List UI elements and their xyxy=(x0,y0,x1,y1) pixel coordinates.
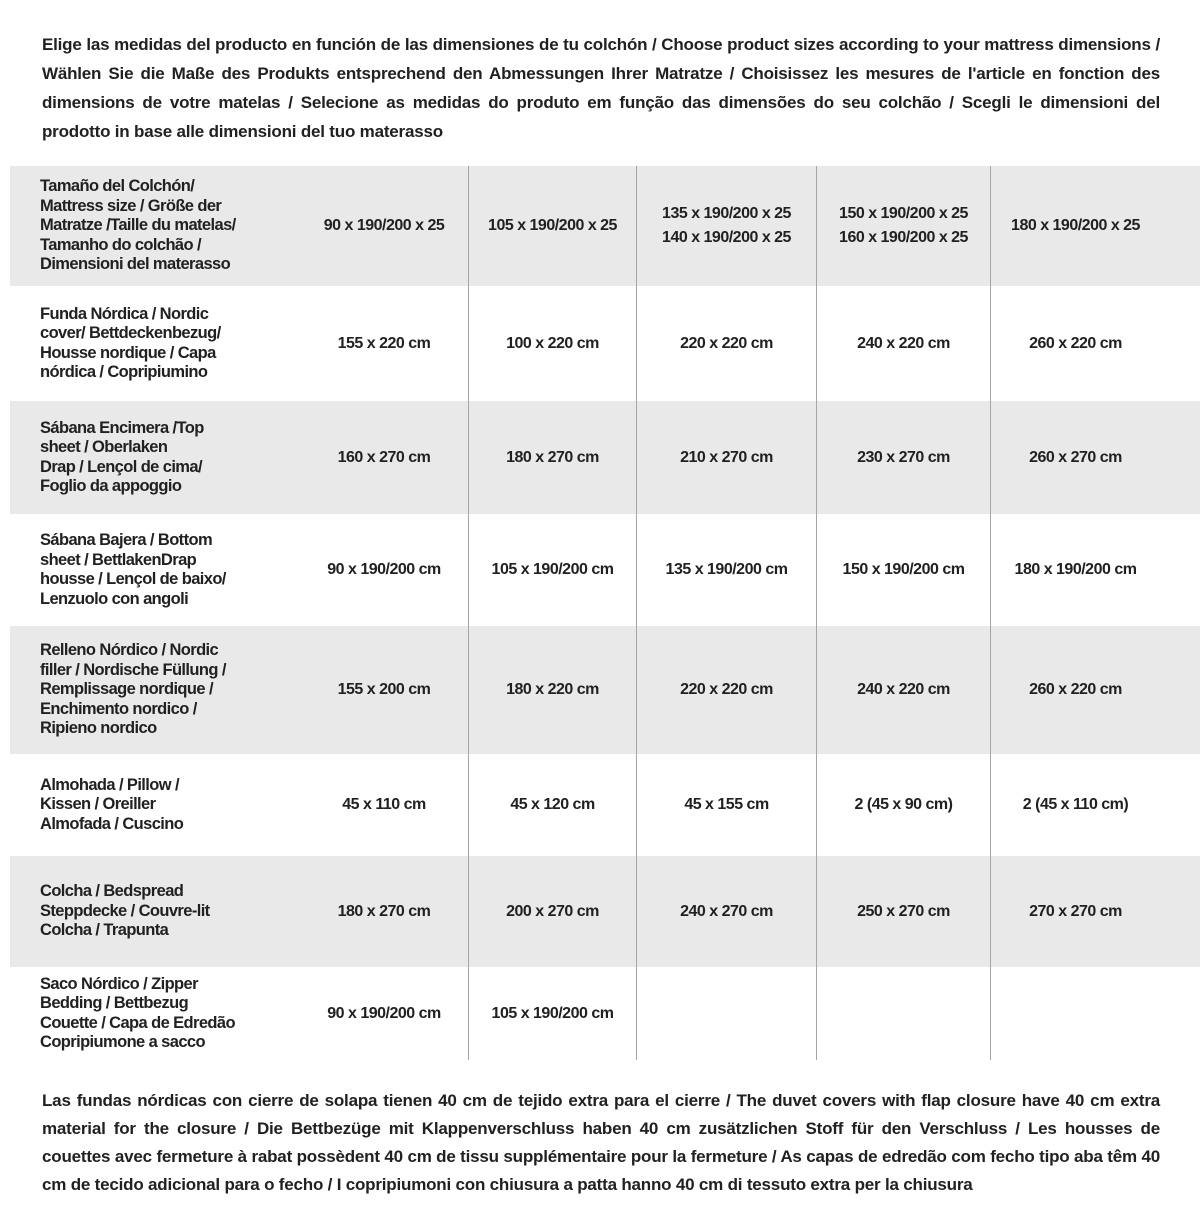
size-cell xyxy=(636,401,816,514)
size-cell xyxy=(300,401,468,514)
size-cell xyxy=(990,166,1200,286)
row-label-line: Almofada / Cuscino xyxy=(40,814,184,833)
size-value: 260 x 220 cm xyxy=(1029,681,1122,698)
size-value: 105 x 190/200 x 25 xyxy=(488,217,617,234)
size-cell xyxy=(300,626,468,754)
size-table xyxy=(10,166,1200,1060)
size-value: 200 x 270 cm xyxy=(506,902,599,920)
size-cell xyxy=(816,166,990,286)
row-label-line: Foglio da appoggio xyxy=(40,477,182,495)
size-value: 260 x 270 cm xyxy=(1029,448,1122,466)
size-value: 220 x 220 cm xyxy=(680,681,773,698)
size-value: 150 x 190/200 cm xyxy=(842,561,965,578)
row-label-line: Bedding / Bettbezug xyxy=(40,994,189,1012)
size-cell xyxy=(636,286,816,401)
row-label xyxy=(10,514,300,626)
row-label xyxy=(10,967,300,1060)
size-cell xyxy=(468,286,636,401)
table-row xyxy=(10,401,1200,514)
size-cell xyxy=(816,514,990,626)
row-label-line: cover/ Bettdeckenbezug/ xyxy=(40,324,221,342)
size-value: 220 x 220 cm xyxy=(680,334,773,352)
size-cell xyxy=(636,856,816,967)
row-label-line: Remplissage nordique / xyxy=(40,680,213,699)
size-cell xyxy=(636,754,816,856)
size-cell xyxy=(636,166,816,286)
size-value: 100 x 220 cm xyxy=(506,334,599,352)
size-value: 160 x 190/200 x 25 xyxy=(839,229,968,246)
size-value: 45 x 155 cm xyxy=(684,796,769,813)
row-label-line: Enchimento nordico / xyxy=(40,699,197,718)
size-cell xyxy=(636,967,816,1060)
size-value: 105 x 190/200 cm xyxy=(491,1004,614,1022)
size-value: 240 x 270 cm xyxy=(680,902,773,920)
row-label xyxy=(10,166,300,286)
size-cell xyxy=(816,401,990,514)
row-label xyxy=(10,856,300,967)
row-label-line: Lenzuolo con angoli xyxy=(40,589,189,608)
size-value: 150 x 190/200 x 25 xyxy=(839,205,968,222)
size-value: 240 x 220 cm xyxy=(857,681,950,698)
table-row xyxy=(10,286,1200,401)
footnote-paragraph: Las fundas nórdicas con cierre de solapa tienen 40 cm de tejido extra para el cierre / The duvet covers with flap closure have 40 cm extra material for the closure / Die Bettbezüge mit Klappenverschluss haben 40 cm zusätzlichen Stoff für den Verschluss / Les housses de couettes avec fermeture à rabat possèdent 40 cm de tissu supplémentaire pour la fermeture / As capas de edredão com fecho tipo aba têm 40 cm de tecido adicional para o fecho / I copripiumoni con chiusura a patta hanno 40 cm di tessuto extra per la chiusura xyxy=(42,1091,1160,1194)
size-cell xyxy=(300,166,468,286)
size-cell xyxy=(816,626,990,754)
row-label-line: Dimensioni del materasso xyxy=(40,255,231,274)
size-cell xyxy=(468,514,636,626)
row-label-line: Copripiumone a sacco xyxy=(40,1033,205,1051)
size-cell xyxy=(990,754,1200,856)
size-value: 240 x 220 cm xyxy=(857,334,950,352)
size-cell xyxy=(300,754,468,856)
size-value: 180 x 270 cm xyxy=(506,448,599,466)
size-cell xyxy=(990,401,1200,514)
size-value: 90 x 190/200 cm xyxy=(327,1004,441,1022)
row-label-line: Relleno Nórdico / Nordic xyxy=(40,641,219,660)
row-label-line: Matratze /Taille du matelas/ xyxy=(40,216,236,235)
size-value: 180 x 190/200 cm xyxy=(1014,561,1137,578)
size-cell xyxy=(990,856,1200,967)
size-value: 45 x 120 cm xyxy=(510,796,595,813)
size-value: 90 x 190/200 x 25 xyxy=(323,217,445,234)
size-value: 2 (45 x 90 cm) xyxy=(854,796,953,813)
size-cell xyxy=(468,626,636,754)
size-cell xyxy=(990,286,1200,401)
row-label-line: Funda Nórdica / Nordic xyxy=(40,304,209,323)
row-label-line: nórdica / Copripiumino xyxy=(40,363,208,381)
size-cell xyxy=(468,401,636,514)
row-label-line: Tamanho do colchão / xyxy=(40,235,201,254)
row-label-line: Housse nordique / Capa xyxy=(40,343,216,362)
size-value: 180 x 220 cm xyxy=(506,681,599,698)
row-label-line: filler / Nordische Füllung / xyxy=(40,660,226,679)
size-value: 180 x 190/200 x 25 xyxy=(1011,217,1140,234)
table-row xyxy=(10,166,1200,286)
size-cell xyxy=(816,754,990,856)
size-value: 230 x 270 cm xyxy=(857,448,950,466)
row-label-line: Colcha / Bedspread xyxy=(40,882,184,901)
row-label xyxy=(10,401,300,514)
size-value: 160 x 270 cm xyxy=(337,448,431,466)
row-label-line: Sábana Bajera / Bottom xyxy=(40,531,213,549)
row-label-line: sheet / BettlakenDrap xyxy=(40,550,197,569)
size-cell xyxy=(816,856,990,967)
row-label-line: Sábana Encimera /Top xyxy=(40,418,204,437)
size-cell xyxy=(468,856,636,967)
row-label-line: Kissen / Oreiller xyxy=(40,795,156,814)
row-label-line: Tamaño del Colchón/ xyxy=(40,177,195,196)
size-value: 155 x 200 cm xyxy=(337,681,431,698)
size-value: 260 x 220 cm xyxy=(1029,334,1122,352)
row-label xyxy=(10,626,300,754)
table-row xyxy=(10,856,1200,967)
row-label-line: Almohada / Pillow / xyxy=(40,775,179,794)
size-cell xyxy=(468,754,636,856)
size-cell xyxy=(636,626,816,754)
row-label-line: Couette / Capa de Edredão xyxy=(40,1013,235,1032)
size-value: 135 x 190/200 cm xyxy=(665,561,788,578)
size-value: 45 x 110 cm xyxy=(342,796,426,813)
size-cell xyxy=(468,166,636,286)
size-value: 135 x 190/200 x 25 xyxy=(662,205,791,222)
size-cell xyxy=(300,286,468,401)
row-label xyxy=(10,286,300,401)
size-cell xyxy=(816,967,990,1060)
size-cell xyxy=(300,856,468,967)
size-cell xyxy=(636,514,816,626)
table-row xyxy=(10,967,1200,1060)
row-label-line: Steppdecke / Couvre-lit xyxy=(40,901,210,920)
size-value: 250 x 270 cm xyxy=(857,902,950,920)
intro-paragraph: Elige las medidas del producto en función de las dimensiones de tu colchón / Choose product sizes according to your mattress dimensions / Wählen Sie die Maße des Produkts entsprechend den Abmessungen Ihrer Matratze / Choisissez les mesures de l'article en fonction des dimensions de votre matelas / Selecione as medidas do produto em função das dimensões do seu colchão / Scegli le dimensioni del prodotto in base alle dimensioni del tuo materasso xyxy=(42,35,1160,141)
size-cell xyxy=(468,967,636,1060)
row-label-line: Colcha / Trapunta xyxy=(40,921,169,940)
row-label-line: sheet / Oberlaken xyxy=(40,438,168,456)
table-row xyxy=(10,514,1200,626)
row-label xyxy=(10,754,300,856)
size-cell xyxy=(300,514,468,626)
row-label-line: Drap / Lençol de cima/ xyxy=(40,457,202,476)
row-label-line: Saco Nórdico / Zipper xyxy=(40,974,198,993)
size-value: 2 (45 x 110 cm) xyxy=(1022,796,1129,813)
size-value: 90 x 190/200 cm xyxy=(327,561,441,578)
row-label-line: housse / Lençol de baixo/ xyxy=(40,570,226,588)
row-label-line: Ripieno nordico xyxy=(40,719,157,738)
size-value: 180 x 270 cm xyxy=(337,902,431,920)
table-row xyxy=(10,626,1200,754)
size-cell xyxy=(300,967,468,1060)
size-cell xyxy=(816,286,990,401)
size-value: 155 x 220 cm xyxy=(337,334,431,352)
size-cell xyxy=(990,967,1200,1060)
size-cell xyxy=(990,626,1200,754)
table-row xyxy=(10,754,1200,856)
size-value: 140 x 190/200 x 25 xyxy=(662,229,791,246)
size-value: 270 x 270 cm xyxy=(1029,902,1122,920)
size-value: 105 x 190/200 cm xyxy=(491,561,614,578)
size-cell xyxy=(990,514,1200,626)
row-label-line: Mattress size / Größe der xyxy=(40,196,222,215)
size-value: 210 x 270 cm xyxy=(680,448,773,466)
